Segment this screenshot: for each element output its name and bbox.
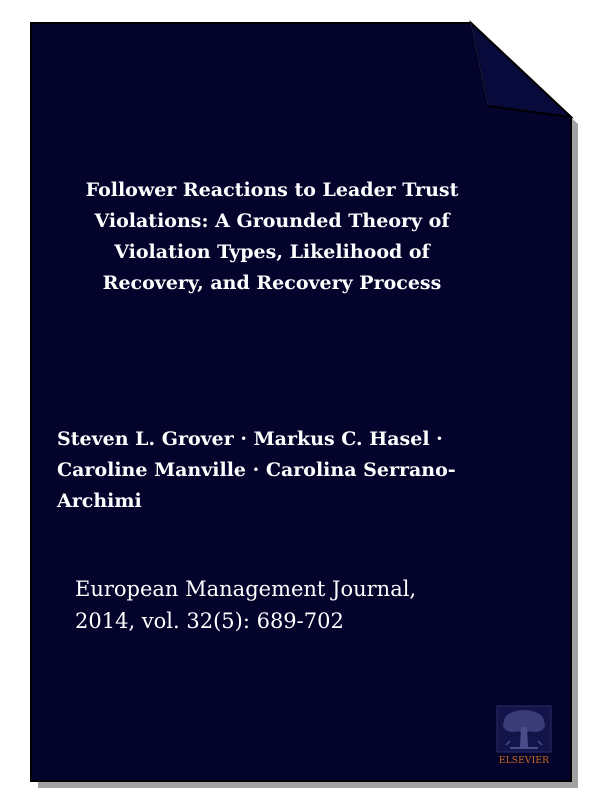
journal-name: European Management Journal, — [75, 577, 417, 601]
publisher-name: ELSEVIER — [498, 756, 550, 766]
journal-volume: 2014, vol. 32(5): 689-702 — [75, 609, 344, 633]
publisher-logo — [496, 705, 552, 769]
elsevier-tree-icon — [496, 705, 552, 753]
journal-citation — [75, 573, 495, 637]
paper-title: Follower Reactions to Leader Trust Violations: A Grounded Theory of Violation Types, Likelihood of Recovery, and Recovery Process — [85, 179, 459, 294]
author-list: Steven L. Grover · Markus C. Hasel · Caroline Manville · Carolina Serrano-Archimi — [57, 428, 456, 512]
